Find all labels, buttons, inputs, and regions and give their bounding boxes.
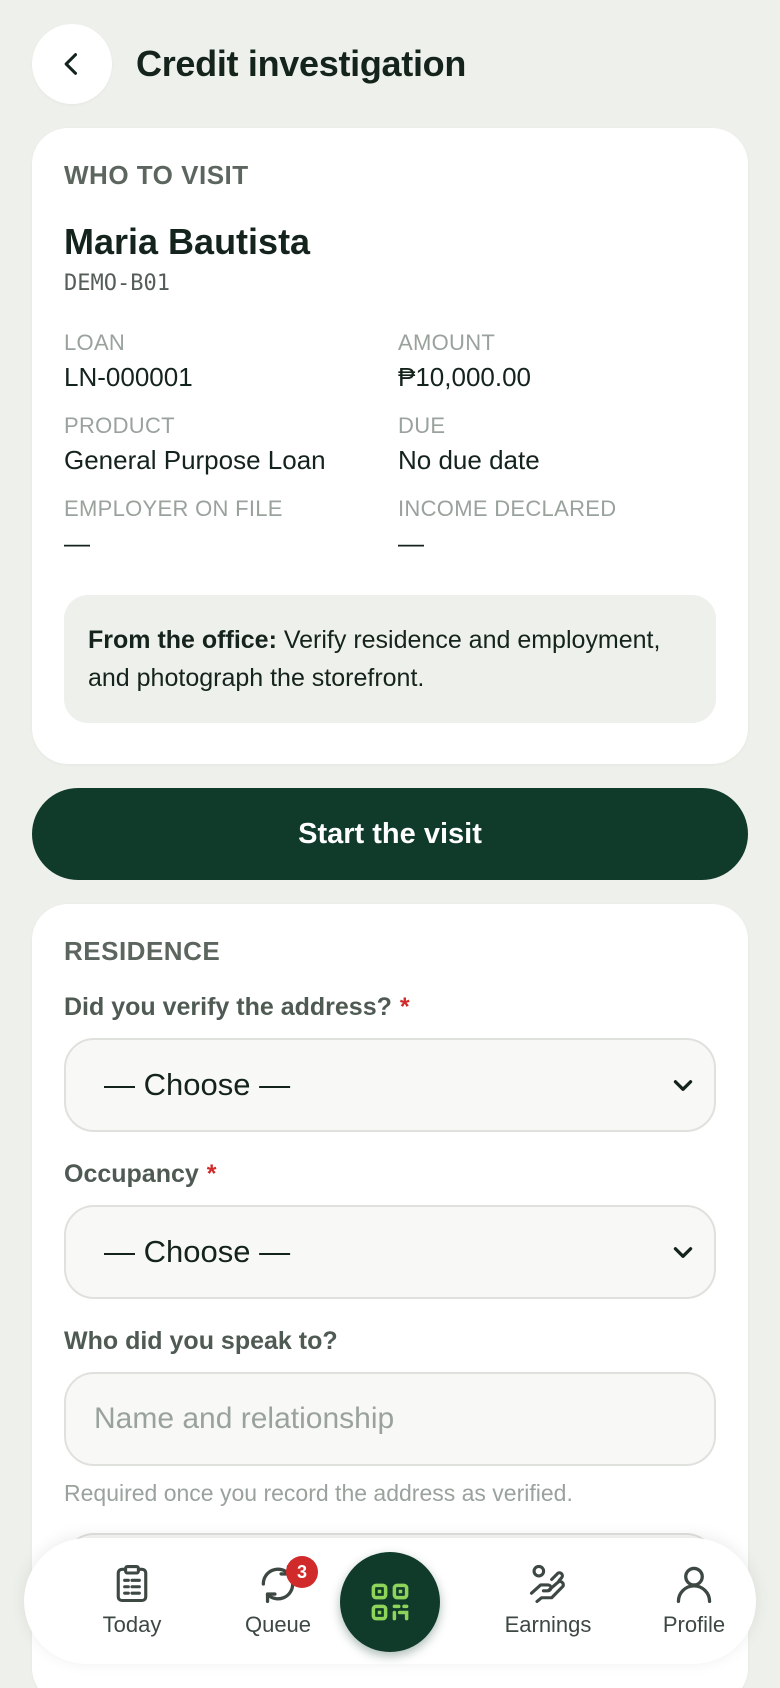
info-label: PRODUCT [64,413,175,438]
chevron-down-icon [670,1072,696,1098]
qr-code-icon [369,1581,411,1623]
address-verified-value: — Choose — [104,1067,291,1102]
nav-item-today[interactable] [72,1562,192,1638]
info-value: No due date [398,445,540,475]
spoke-to-input[interactable] [64,1372,716,1466]
info-value: — [64,528,90,558]
occupancy-value: — Choose — [104,1234,291,1269]
start-visit-button[interactable]: Start the visit [32,788,748,880]
queue-badge: 3 [286,1556,318,1588]
info-loan [64,330,398,393]
occupancy-label [64,1160,716,1189]
address-verified-select[interactable] [64,1038,716,1132]
section-label-residence: RESIDENCE [64,936,221,966]
info-employer [64,496,398,559]
info-value: General Purpose Loan [64,445,326,475]
nav-item-profile[interactable] [634,1562,754,1638]
borrower-code: DEMO-B01 [64,271,170,296]
page-header [32,24,748,104]
spoke-to-placeholder: Name and relationship [94,1402,395,1435]
loan-info-grid [64,330,716,559]
info-label: EMPLOYER ON FILE [64,496,283,521]
office-note [64,595,716,723]
info-due [398,413,732,476]
office-note-text: Verify residence and employment, and photograph the storefront. [88,626,661,692]
nav-label: Queue [244,1612,312,1637]
nav-item-earnings[interactable] [488,1562,608,1638]
info-label: INCOME DECLARED [398,496,617,521]
address-verified-label [64,993,716,1022]
visit-card [32,128,748,764]
occupancy-select[interactable] [64,1205,716,1299]
chevron-down-icon [670,1239,696,1265]
info-label: DUE [398,413,446,438]
info-value: — [398,528,424,558]
required-mark: * [399,993,410,1021]
required-mark: * [206,1160,217,1188]
info-label: LOAN [64,330,126,355]
spoke-to-hint: Required once you record the address as verified. [64,1480,573,1506]
office-note-prefix: From the office: [88,626,277,654]
nav-label: Earnings [504,1612,592,1637]
section-label-who-to-visit: WHO TO VISIT [64,160,249,190]
borrower-name: Maria Bautista [64,221,311,262]
page-title: Credit investigation [136,43,467,84]
info-income [398,496,732,559]
occupancy-label-text: Occupancy [64,1160,199,1188]
nav-label: Today [102,1612,162,1637]
nav-label: Profile [662,1612,726,1637]
info-amount [398,330,732,393]
back-button[interactable] [32,24,112,104]
info-value: LN-000001 [64,362,193,392]
chevron-left-icon [58,50,86,78]
info-label: AMOUNT [398,330,496,355]
scan-qr-button[interactable] [340,1552,440,1652]
bottom-nav [24,1538,756,1664]
clipboard-icon [110,1562,154,1606]
info-value: ₱10,000.00 [398,362,532,392]
person-icon [672,1562,716,1606]
address-verified-label-text: Did you verify the address? [64,993,392,1021]
info-product [64,413,398,476]
hand-coin-icon [526,1562,570,1606]
nav-item-queue[interactable] [218,1562,338,1638]
spoke-to-label: Who did you speak to? [64,1327,338,1355]
